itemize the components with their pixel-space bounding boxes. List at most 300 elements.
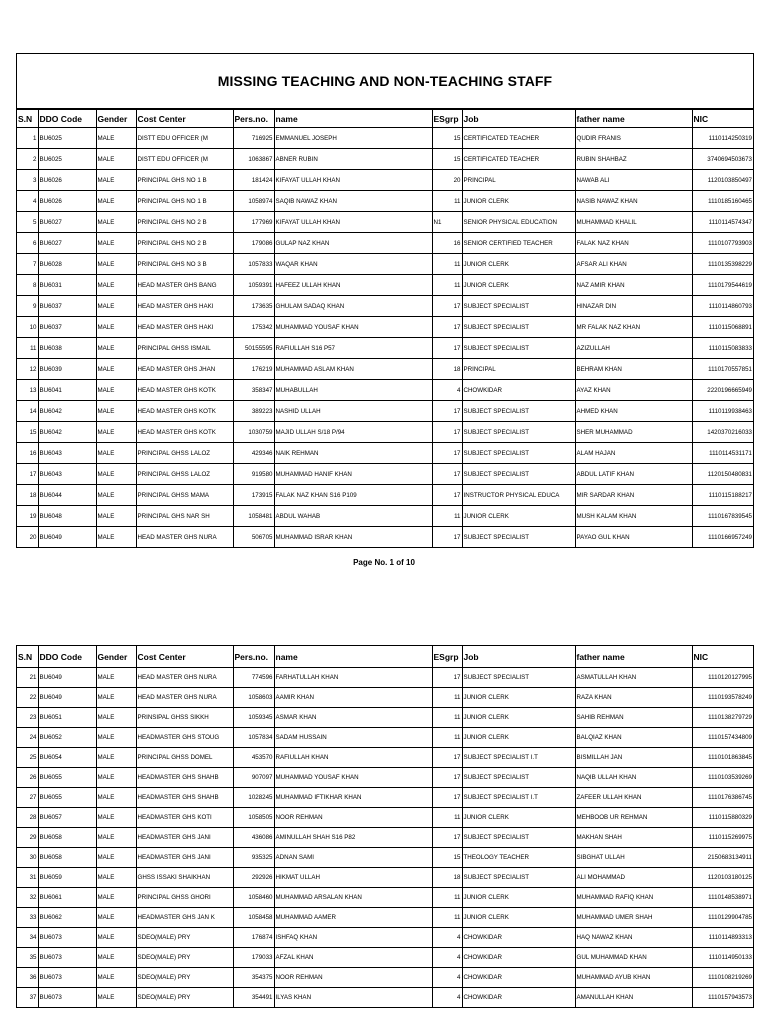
cell-gender: MALE bbox=[96, 359, 136, 380]
table-row bbox=[17, 708, 753, 728]
cell-name: GULAP NAZ KHAN bbox=[274, 233, 432, 254]
cell-nic: 1110167839545 bbox=[692, 506, 753, 527]
cell-father-name: AMANULLAH KHAN bbox=[575, 988, 692, 1008]
staff-table-page-1 bbox=[17, 109, 753, 548]
table-row bbox=[17, 527, 753, 548]
cell-esgrp: 17 bbox=[432, 748, 462, 768]
cell-pers-no: 1028245 bbox=[233, 788, 274, 808]
cell-job: CERTIFICATED TEACHER bbox=[462, 128, 575, 149]
table-row bbox=[17, 212, 753, 233]
cell-nic: 1110120127995 bbox=[692, 668, 753, 688]
cell-sn: 24 bbox=[17, 728, 38, 748]
cell-cost-center: SDEO(MALE) PRY bbox=[136, 988, 233, 1008]
table-row bbox=[17, 928, 753, 948]
cell-gender: MALE bbox=[96, 928, 136, 948]
cell-job: SENIOR CERTIFIED TEACHER bbox=[462, 233, 575, 254]
cell-sn: 13 bbox=[17, 380, 38, 401]
cell-nic: 1110129904785 bbox=[692, 908, 753, 928]
cell-father-name: ZAFEER ULLAH KHAN bbox=[575, 788, 692, 808]
cell-cost-center: PRINCIPAL GHS NO 2 B bbox=[136, 233, 233, 254]
cell-nic: 1110107793903 bbox=[692, 233, 753, 254]
cell-nic: 1120150480831 bbox=[692, 464, 753, 485]
cell-pers-no: 429346 bbox=[233, 443, 274, 464]
cell-esgrp: 4 bbox=[432, 928, 462, 948]
cell-sn: 3 bbox=[17, 170, 38, 191]
cell-name: MUHAMMAD ARSALAN KHAN bbox=[274, 888, 432, 908]
cell-name: ISHFAQ KHAN bbox=[274, 928, 432, 948]
cell-sn: 18 bbox=[17, 485, 38, 506]
cell-ddo-code: BU6025 bbox=[38, 128, 96, 149]
header-nic: NIC bbox=[692, 110, 753, 128]
cell-cost-center: DISTT EDU OFFICER (M bbox=[136, 149, 233, 170]
cell-father-name: BALQIAZ KHAN bbox=[575, 728, 692, 748]
cell-name: MAJID ULLAH S/18 P/94 bbox=[274, 422, 432, 443]
cell-pers-no: 1057833 bbox=[233, 254, 274, 275]
cell-sn: 23 bbox=[17, 708, 38, 728]
cell-job: INSTRUCTOR PHYSICAL EDUCA bbox=[462, 485, 575, 506]
cell-esgrp: 17 bbox=[432, 422, 462, 443]
cell-esgrp: 17 bbox=[432, 668, 462, 688]
cell-esgrp: 17 bbox=[432, 768, 462, 788]
cell-pers-no: 177969 bbox=[233, 212, 274, 233]
cell-esgrp: 4 bbox=[432, 380, 462, 401]
cell-father-name: MUSH KALAM KHAN bbox=[575, 506, 692, 527]
cell-esgrp: 17 bbox=[432, 401, 462, 422]
cell-job: CHOWKIDAR bbox=[462, 968, 575, 988]
cell-nic: 1110114531171 bbox=[692, 443, 753, 464]
cell-pers-no: 436086 bbox=[233, 828, 274, 848]
cell-father-name: SIBGHAT ULLAH bbox=[575, 848, 692, 868]
cell-sn: 25 bbox=[17, 748, 38, 768]
cell-esgrp: 15 bbox=[432, 128, 462, 149]
cell-gender: MALE bbox=[96, 908, 136, 928]
cell-name: KIFAYAT ULLAH KHAN bbox=[274, 170, 432, 191]
cell-name: AMINULLAH SHAH S16 P82 bbox=[274, 828, 432, 848]
cell-sn: 5 bbox=[17, 212, 38, 233]
cell-esgrp: 16 bbox=[432, 233, 462, 254]
cell-esgrp: 11 bbox=[432, 506, 462, 527]
cell-esgrp: 17 bbox=[432, 485, 462, 506]
cell-pers-no: 716925 bbox=[233, 128, 274, 149]
cell-sn: 32 bbox=[17, 888, 38, 908]
cell-cost-center: PRINCIPAL GHSS MAMA bbox=[136, 485, 233, 506]
cell-pers-no: 292926 bbox=[233, 868, 274, 888]
cell-father-name: AHMED KHAN bbox=[575, 401, 692, 422]
cell-father-name: NAZ AMIR KHAN bbox=[575, 275, 692, 296]
cell-job: SUBJECT SPECIALIST bbox=[462, 317, 575, 338]
cell-father-name: GUL MUHAMMAD KHAN bbox=[575, 948, 692, 968]
cell-job: SUBJECT SPECIALIST bbox=[462, 401, 575, 422]
cell-nic: 1110148538971 bbox=[692, 888, 753, 908]
cell-pers-no: 907097 bbox=[233, 768, 274, 788]
cell-father-name: MAKHAN SHAH bbox=[575, 828, 692, 848]
cell-gender: MALE bbox=[96, 868, 136, 888]
cell-pers-no: 919580 bbox=[233, 464, 274, 485]
cell-esgrp: 11 bbox=[432, 688, 462, 708]
cell-gender: MALE bbox=[96, 128, 136, 149]
table-row bbox=[17, 506, 753, 527]
cell-pers-no: 1063867 bbox=[233, 149, 274, 170]
cell-cost-center: HEAD MASTER GHS KOTK bbox=[136, 380, 233, 401]
cell-pers-no: 354491 bbox=[233, 988, 274, 1008]
cell-ddo-code: BU6037 bbox=[38, 317, 96, 338]
cell-cost-center: HEADMASTER GHS SHAHB bbox=[136, 768, 233, 788]
cell-esgrp: 11 bbox=[432, 708, 462, 728]
cell-name: HAFEEZ ULLAH KHAN bbox=[274, 275, 432, 296]
cell-sn: 33 bbox=[17, 908, 38, 928]
cell-sn: 10 bbox=[17, 317, 38, 338]
cell-nic: 1110115083833 bbox=[692, 338, 753, 359]
table-row bbox=[17, 748, 753, 768]
header-gender: Gender bbox=[96, 646, 136, 668]
header-row bbox=[17, 646, 753, 668]
cell-ddo-code: BU6059 bbox=[38, 868, 96, 888]
cell-sn: 27 bbox=[17, 788, 38, 808]
cell-ddo-code: BU6073 bbox=[38, 988, 96, 1008]
cell-gender: MALE bbox=[96, 338, 136, 359]
cell-gender: MALE bbox=[96, 506, 136, 527]
cell-nic: 1110170557851 bbox=[692, 359, 753, 380]
cell-job: PRINCIPAL bbox=[462, 359, 575, 380]
cell-nic: 1110101863845 bbox=[692, 748, 753, 768]
cell-nic: 1110135398229 bbox=[692, 254, 753, 275]
cell-ddo-code: BU6043 bbox=[38, 464, 96, 485]
cell-pers-no: 1058603 bbox=[233, 688, 274, 708]
cell-father-name: HAQ NAWAZ KHAN bbox=[575, 928, 692, 948]
cell-ddo-code: BU6055 bbox=[38, 788, 96, 808]
cell-ddo-code: BU6048 bbox=[38, 506, 96, 527]
cell-father-name: PAYAO GUL KHAN bbox=[575, 527, 692, 548]
cell-pers-no: 354375 bbox=[233, 968, 274, 988]
cell-name: ADNAN SAMI bbox=[274, 848, 432, 868]
cell-ddo-code: BU6027 bbox=[38, 233, 96, 254]
cell-ddo-code: BU6049 bbox=[38, 688, 96, 708]
cell-ddo-code: BU6058 bbox=[38, 828, 96, 848]
cell-nic: 1110114893313 bbox=[692, 928, 753, 948]
cell-job: SUBJECT SPECIALIST bbox=[462, 668, 575, 688]
cell-cost-center: GHSS ISSAKI SHAIKHAN bbox=[136, 868, 233, 888]
cell-sn: 28 bbox=[17, 808, 38, 828]
table-row bbox=[17, 338, 753, 359]
cell-name: RAFIULLAH S16 P57 bbox=[274, 338, 432, 359]
cell-pers-no: 1058458 bbox=[233, 908, 274, 928]
cell-pers-no: 358347 bbox=[233, 380, 274, 401]
cell-cost-center: HEADMASTER GHS SHAHB bbox=[136, 788, 233, 808]
table-row bbox=[17, 868, 753, 888]
table-row bbox=[17, 688, 753, 708]
header-name: name bbox=[274, 646, 432, 668]
cell-job: JUNIOR CLERK bbox=[462, 888, 575, 908]
cell-gender: MALE bbox=[96, 191, 136, 212]
cell-esgrp: 11 bbox=[432, 275, 462, 296]
cell-sn: 12 bbox=[17, 359, 38, 380]
cell-ddo-code: BU6031 bbox=[38, 275, 96, 296]
cell-ddo-code: BU6055 bbox=[38, 768, 96, 788]
header-cost-center: Cost Center bbox=[136, 110, 233, 128]
cell-father-name: SAHIB REHMAN bbox=[575, 708, 692, 728]
cell-ddo-code: BU6043 bbox=[38, 443, 96, 464]
cell-sn: 6 bbox=[17, 233, 38, 254]
table-row bbox=[17, 296, 753, 317]
header-pers-no: Pers.no. bbox=[233, 110, 274, 128]
cell-sn: 26 bbox=[17, 768, 38, 788]
cell-esgrp: 20 bbox=[432, 170, 462, 191]
cell-sn: 2 bbox=[17, 149, 38, 170]
cell-ddo-code: BU6073 bbox=[38, 928, 96, 948]
cell-gender: MALE bbox=[96, 808, 136, 828]
cell-gender: MALE bbox=[96, 768, 136, 788]
cell-ddo-code: BU6042 bbox=[38, 401, 96, 422]
cell-name: SAQIB NAWAZ KHAN bbox=[274, 191, 432, 212]
cell-ddo-code: BU6028 bbox=[38, 254, 96, 275]
cell-name: SADAM HUSSAIN bbox=[274, 728, 432, 748]
table-row bbox=[17, 948, 753, 968]
cell-job: CHOWKIDAR bbox=[462, 948, 575, 968]
cell-father-name: NASIB NAWAZ KHAN bbox=[575, 191, 692, 212]
cell-name: GHULAM SADAQ KHAN bbox=[274, 296, 432, 317]
cell-sn: 11 bbox=[17, 338, 38, 359]
cell-gender: MALE bbox=[96, 296, 136, 317]
cell-job: SUBJECT SPECIALIST bbox=[462, 828, 575, 848]
table-row bbox=[17, 275, 753, 296]
cell-job: SUBJECT SPECIALIST I.T bbox=[462, 748, 575, 768]
header-sn: S.N bbox=[17, 646, 38, 668]
cell-cost-center: HEADMASTER GHS JAN K bbox=[136, 908, 233, 928]
cell-nic: 1110193578249 bbox=[692, 688, 753, 708]
cell-gender: MALE bbox=[96, 212, 136, 233]
cell-esgrp: 15 bbox=[432, 848, 462, 868]
cell-cost-center: HEAD MASTER GHS NURA bbox=[136, 668, 233, 688]
cell-name: MUHAMMAD YOUSAF KHAN bbox=[274, 317, 432, 338]
sheet-page-1 bbox=[16, 53, 754, 548]
cell-pers-no: 173915 bbox=[233, 485, 274, 506]
cell-pers-no: 1030759 bbox=[233, 422, 274, 443]
cell-cost-center: PRINCIPAL GHSS DOMEL bbox=[136, 748, 233, 768]
cell-job: SUBJECT SPECIALIST bbox=[462, 768, 575, 788]
cell-ddo-code: BU6049 bbox=[38, 668, 96, 688]
cell-job: JUNIOR CLERK bbox=[462, 254, 575, 275]
cell-gender: MALE bbox=[96, 668, 136, 688]
cell-ddo-code: BU6041 bbox=[38, 380, 96, 401]
cell-job: THEOLOGY TEACHER bbox=[462, 848, 575, 868]
cell-sn: 20 bbox=[17, 527, 38, 548]
cell-job: SENIOR PHYSICAL EDUCATION bbox=[462, 212, 575, 233]
cell-esgrp: 17 bbox=[432, 443, 462, 464]
cell-esgrp: 17 bbox=[432, 527, 462, 548]
cell-pers-no: 175342 bbox=[233, 317, 274, 338]
cell-gender: MALE bbox=[96, 275, 136, 296]
cell-cost-center: HEAD MASTER GHS KOTK bbox=[136, 422, 233, 443]
cell-job: CERTIFICATED TEACHER bbox=[462, 149, 575, 170]
cell-father-name: BISMILLAH JAN bbox=[575, 748, 692, 768]
header-name: name bbox=[274, 110, 432, 128]
header-esgrp: ESgrp bbox=[432, 110, 462, 128]
cell-sn: 22 bbox=[17, 688, 38, 708]
cell-name: AFZAL KHAN bbox=[274, 948, 432, 968]
header-father-name: father name bbox=[575, 646, 692, 668]
cell-esgrp: 11 bbox=[432, 254, 462, 275]
cell-gender: MALE bbox=[96, 828, 136, 848]
cell-nic: 1110114860793 bbox=[692, 296, 753, 317]
cell-pers-no: 935325 bbox=[233, 848, 274, 868]
cell-job: JUNIOR CLERK bbox=[462, 191, 575, 212]
cell-job: SUBJECT SPECIALIST bbox=[462, 422, 575, 443]
cell-name: MUHAMMAD IFTIKHAR KHAN bbox=[274, 788, 432, 808]
cell-sn: 15 bbox=[17, 422, 38, 443]
cell-job: CHOWKIDAR bbox=[462, 380, 575, 401]
cell-name: RAFIULLAH KHAN bbox=[274, 748, 432, 768]
cell-nic: 1110179544619 bbox=[692, 275, 753, 296]
cell-esgrp: 17 bbox=[432, 788, 462, 808]
table-row bbox=[17, 380, 753, 401]
cell-sn: 4 bbox=[17, 191, 38, 212]
cell-esgrp: 17 bbox=[432, 317, 462, 338]
cell-esgrp: 4 bbox=[432, 948, 462, 968]
cell-cost-center: PRINCIPAL GHSS ISMAIL bbox=[136, 338, 233, 359]
cell-father-name: ASMATULLAH KHAN bbox=[575, 668, 692, 688]
table-row bbox=[17, 768, 753, 788]
cell-nic: 1110185160465 bbox=[692, 191, 753, 212]
cell-gender: MALE bbox=[96, 728, 136, 748]
cell-cost-center: HEAD MASTER GHS JHAN bbox=[136, 359, 233, 380]
cell-nic: 1110108219269 bbox=[692, 968, 753, 988]
cell-father-name: ALI MOHAMMAD bbox=[575, 868, 692, 888]
table-row bbox=[17, 149, 753, 170]
cell-father-name: AZIZULLAH bbox=[575, 338, 692, 359]
cell-gender: MALE bbox=[96, 233, 136, 254]
cell-sn: 7 bbox=[17, 254, 38, 275]
cell-pers-no: 1058505 bbox=[233, 808, 274, 828]
cell-pers-no: 173635 bbox=[233, 296, 274, 317]
cell-ddo-code: BU6044 bbox=[38, 485, 96, 506]
cell-pers-no: 1058460 bbox=[233, 888, 274, 908]
cell-gender: MALE bbox=[96, 888, 136, 908]
table-row bbox=[17, 485, 753, 506]
cell-pers-no: 179086 bbox=[233, 233, 274, 254]
cell-esgrp: 11 bbox=[432, 888, 462, 908]
page-number: Page No. 1 of 10 bbox=[353, 558, 415, 567]
cell-job: JUNIOR CLERK bbox=[462, 808, 575, 828]
cell-job: SUBJECT SPECIALIST I.T bbox=[462, 788, 575, 808]
cell-job: JUNIOR CLERK bbox=[462, 728, 575, 748]
cell-esgrp: 4 bbox=[432, 988, 462, 1008]
table-row bbox=[17, 401, 753, 422]
cell-cost-center: DISTT EDU OFFICER (M bbox=[136, 128, 233, 149]
table-row bbox=[17, 888, 753, 908]
cell-pers-no: 1058974 bbox=[233, 191, 274, 212]
header-pers-no: Pers.no. bbox=[233, 646, 274, 668]
cell-job: JUNIOR CLERK bbox=[462, 708, 575, 728]
cell-cost-center: HEAD MASTER GHS HAKI bbox=[136, 296, 233, 317]
cell-sn: 30 bbox=[17, 848, 38, 868]
table-row bbox=[17, 254, 753, 275]
cell-nic: 1420370216033 bbox=[692, 422, 753, 443]
cell-father-name: MIR SARDAR KHAN bbox=[575, 485, 692, 506]
cell-nic: 2150683134911 bbox=[692, 848, 753, 868]
table-row bbox=[17, 128, 753, 149]
cell-ddo-code: BU6073 bbox=[38, 948, 96, 968]
cell-pers-no: 181424 bbox=[233, 170, 274, 191]
cell-sn: 35 bbox=[17, 948, 38, 968]
cell-sn: 1 bbox=[17, 128, 38, 149]
cell-gender: MALE bbox=[96, 968, 136, 988]
cell-gender: MALE bbox=[96, 149, 136, 170]
cell-ddo-code: BU6052 bbox=[38, 728, 96, 748]
cell-job: SUBJECT SPECIALIST bbox=[462, 296, 575, 317]
cell-esgrp: 15 bbox=[432, 149, 462, 170]
cell-father-name: SHER MUHAMMAD bbox=[575, 422, 692, 443]
cell-gender: MALE bbox=[96, 401, 136, 422]
cell-name: MUHAMMAD YOUSAF KHAN bbox=[274, 768, 432, 788]
cell-name: FARHATULLAH KHAN bbox=[274, 668, 432, 688]
cell-name: MUHABULLAH bbox=[274, 380, 432, 401]
cell-esgrp: 17 bbox=[432, 296, 462, 317]
cell-father-name: AYAZ KHAN bbox=[575, 380, 692, 401]
cell-job: SUBJECT SPECIALIST bbox=[462, 527, 575, 548]
cell-esgrp: 11 bbox=[432, 728, 462, 748]
cell-cost-center: SDEO(MALE) PRY bbox=[136, 928, 233, 948]
table-row bbox=[17, 988, 753, 1008]
cell-name: MUHAMMAD ISRAR KHAN bbox=[274, 527, 432, 548]
cell-father-name: BEHRAM KHAN bbox=[575, 359, 692, 380]
cell-ddo-code: BU6026 bbox=[38, 191, 96, 212]
cell-gender: MALE bbox=[96, 848, 136, 868]
cell-job: SUBJECT SPECIALIST bbox=[462, 868, 575, 888]
cell-ddo-code: BU6061 bbox=[38, 888, 96, 908]
table-row bbox=[17, 668, 753, 688]
cell-father-name: QUDIR FRANIS bbox=[575, 128, 692, 149]
cell-nic: 1110157943573 bbox=[692, 988, 753, 1008]
cell-esgrp: 17 bbox=[432, 338, 462, 359]
cell-sn: 21 bbox=[17, 668, 38, 688]
cell-nic: 1110157434809 bbox=[692, 728, 753, 748]
cell-cost-center: PRINCIPAL GHSS LALOZ bbox=[136, 464, 233, 485]
cell-name: NAIK REHMAN bbox=[274, 443, 432, 464]
cell-cost-center: HEADMASTER GHS JANI bbox=[136, 848, 233, 868]
header-sn: S.N bbox=[17, 110, 38, 128]
cell-cost-center: PRINCIPAL GHS NAR SH bbox=[136, 506, 233, 527]
cell-nic: 1110176386745 bbox=[692, 788, 753, 808]
table-row bbox=[17, 908, 753, 928]
table-row bbox=[17, 808, 753, 828]
table-row bbox=[17, 233, 753, 254]
cell-pers-no: 453570 bbox=[233, 748, 274, 768]
cell-nic: 2220196665949 bbox=[692, 380, 753, 401]
cell-sn: 14 bbox=[17, 401, 38, 422]
cell-pers-no: 50155595 bbox=[233, 338, 274, 359]
cell-sn: 36 bbox=[17, 968, 38, 988]
cell-gender: MALE bbox=[96, 988, 136, 1008]
cell-cost-center: SDEO(MALE) PRY bbox=[136, 948, 233, 968]
cell-esgrp: 4 bbox=[432, 968, 462, 988]
cell-cost-center: PRINCIPAL GHS NO 1 B bbox=[136, 170, 233, 191]
cell-job: SUBJECT SPECIALIST bbox=[462, 338, 575, 359]
cell-ddo-code: BU6057 bbox=[38, 808, 96, 828]
cell-gender: MALE bbox=[96, 443, 136, 464]
cell-name: ASMAR KHAN bbox=[274, 708, 432, 728]
cell-ddo-code: BU6026 bbox=[38, 170, 96, 191]
cell-nic: 1110114574347 bbox=[692, 212, 753, 233]
cell-ddo-code: BU6073 bbox=[38, 968, 96, 988]
cell-cost-center: PRINSIPAL GHSS SIKKH bbox=[136, 708, 233, 728]
cell-job: JUNIOR CLERK bbox=[462, 908, 575, 928]
cell-gender: MALE bbox=[96, 380, 136, 401]
cell-esgrp: 11 bbox=[432, 191, 462, 212]
cell-cost-center: HEAD MASTER GHS HAKI bbox=[136, 317, 233, 338]
cell-pers-no: 176874 bbox=[233, 928, 274, 948]
cell-father-name: FALAK NAZ KHAN bbox=[575, 233, 692, 254]
cell-cost-center: HEADMASTER GHS STOUG bbox=[136, 728, 233, 748]
